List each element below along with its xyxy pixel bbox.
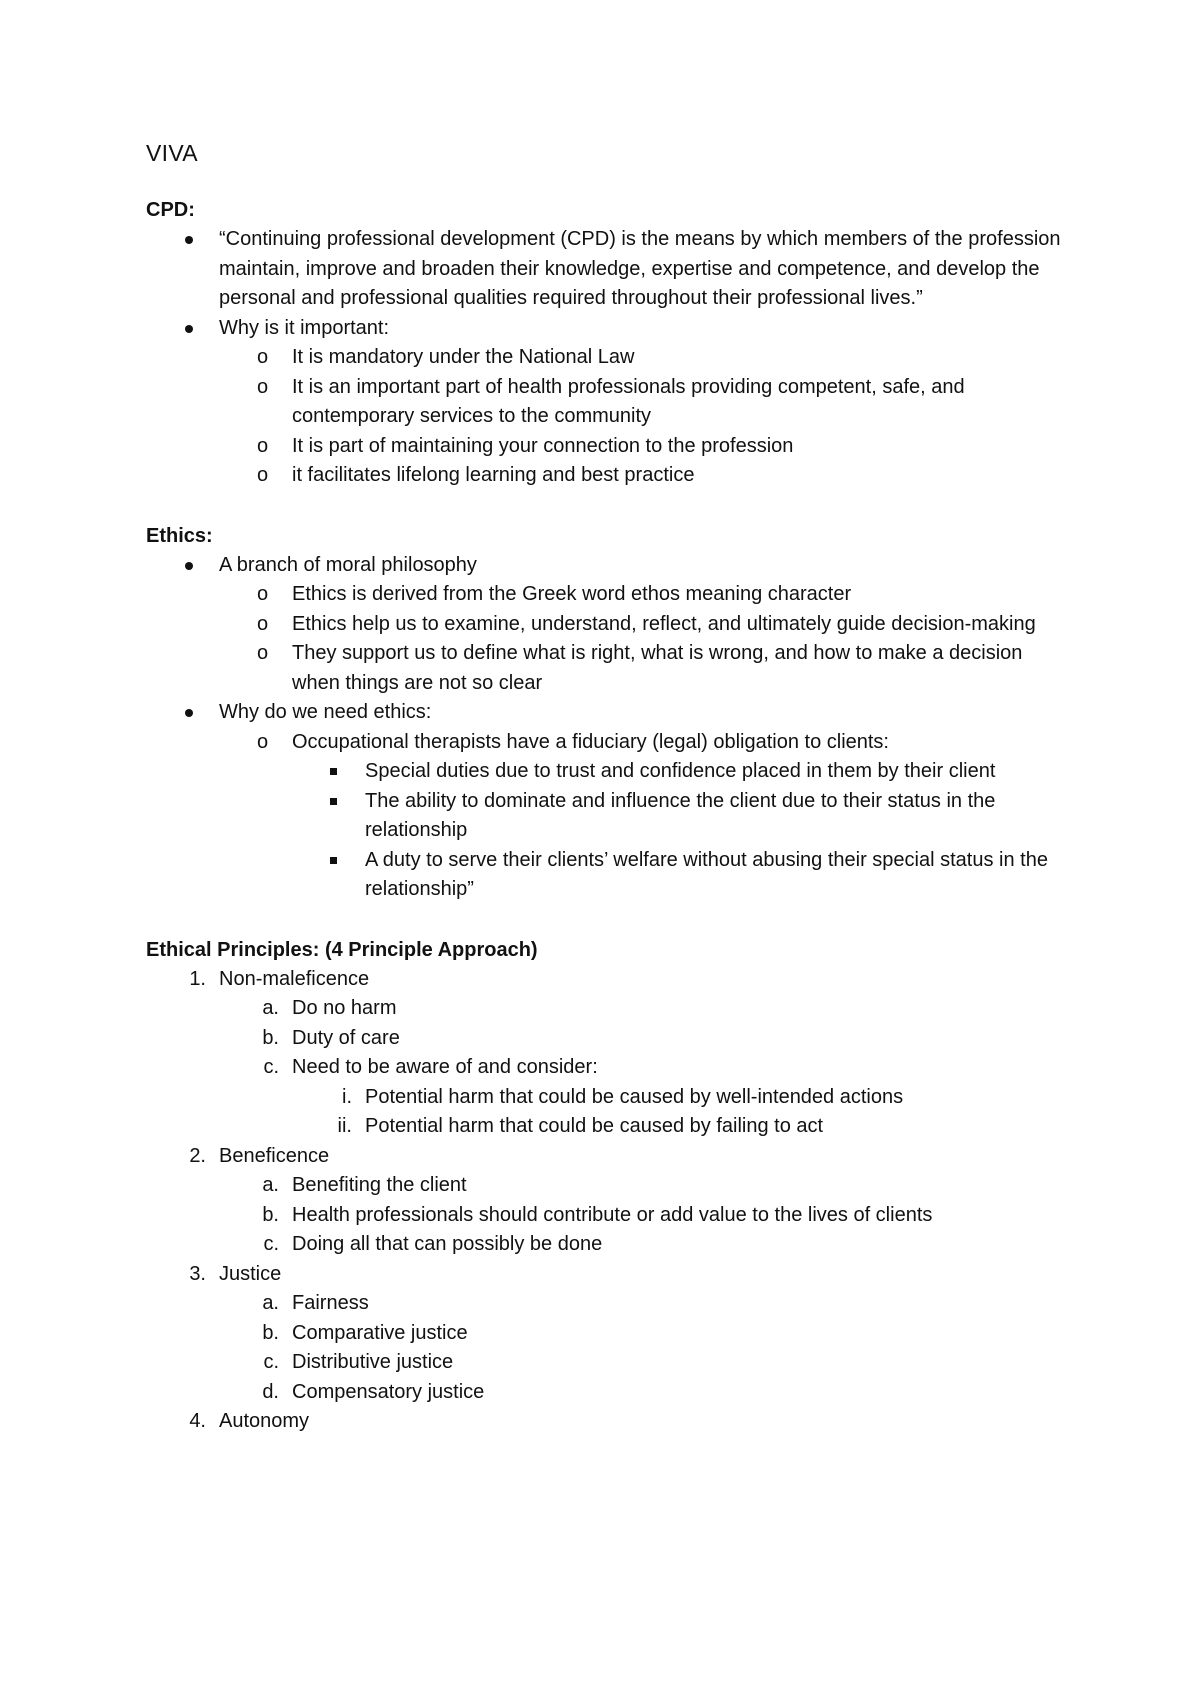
square-bullet-icon	[330, 768, 337, 775]
list-item: o It is mandatory under the National Law	[146, 343, 1066, 373]
list-item: o Ethics help us to examine, understand, reflect, and ultimately guide decision-making	[146, 610, 1066, 640]
document-title: VIVA	[146, 140, 198, 166]
list-item: A duty to serve their clients’ welfare without abusing their special status in the relationship”	[146, 846, 1066, 905]
list-item: 2. Beneficence	[189, 1144, 330, 1167]
list-item: c. Distributive justice	[263, 1351, 454, 1373]
square-bullet-icon	[330, 857, 337, 864]
list-item: c. Need to be aware of and consider:	[263, 1056, 598, 1078]
circle-bullet-icon: o	[257, 730, 269, 753]
list-item: d. Compensatory justice	[262, 1380, 485, 1403]
list-item: o Ethics is derived from the Greek word ethos meaning character	[146, 580, 1066, 610]
circle-bullet-icon: o	[257, 583, 269, 605]
square-bullet-icon	[330, 798, 337, 805]
circle-bullet-icon: o	[257, 642, 269, 664]
bullet-icon	[185, 236, 193, 244]
circle-bullet-icon: o	[257, 434, 269, 457]
list-item: ii. Potential harm that could be caused by failing to act	[337, 1115, 824, 1137]
list-item: o Occupational therapists have a fiduciary (legal) obligation to clients:	[146, 728, 1066, 758]
circle-bullet-icon: o	[257, 612, 269, 635]
list-item: o It is an important part of health professionals providing competent, safe, and contemporary services to the community	[146, 373, 1066, 432]
list-item: a. Do no harm	[262, 997, 397, 1019]
list-item: Special duties due to trust and confidence placed in them by their client	[146, 757, 1066, 787]
list-item: o it facilitates lifelong learning and best practice	[146, 461, 1066, 491]
circle-bullet-icon: o	[257, 375, 269, 398]
list-item: o They support us to define what is right, what is wrong, and how to make a decision when things are not so clear	[146, 639, 1066, 698]
list-item: b. Comparative justice	[262, 1321, 468, 1344]
principles-heading: Ethical Principles: (4 Principle Approach)	[146, 938, 538, 961]
list-item: a. Fairness	[262, 1292, 369, 1314]
list-item: Why do we need ethics:	[146, 698, 1066, 728]
bullet-icon	[185, 562, 193, 570]
cpd-heading: CPD:	[146, 199, 195, 221]
list-item: b. Duty of care	[262, 1026, 400, 1049]
ethics-heading: Ethics:	[146, 524, 213, 547]
list-item: 1. Non-maleficence	[189, 967, 370, 990]
list-item: Why is it important:	[146, 314, 1066, 344]
list-item: b. Health professionals should contribute or add value to the lives of clients	[262, 1203, 933, 1226]
list-item: 3. Justice	[189, 1262, 282, 1285]
list-item: o It is part of maintaining your connection to the profession	[146, 432, 1066, 462]
document-page	[146, 140, 1066, 1437]
list-item	[146, 225, 1066, 314]
bullet-icon	[185, 325, 193, 333]
list-item: The ability to dominate and influence the client due to their status in the relationship	[146, 787, 1066, 846]
cpd-definition: “Continuing professional development (CPD) is the means by which members of the profession maintain, improve and broaden their knowledge, expertise and competence, and develop the personal and professional qualities required throughout their professional lives.”	[219, 228, 1061, 309]
circle-bullet-icon: o	[257, 464, 269, 486]
list-item: A branch of moral philosophy	[146, 551, 1066, 581]
list-item: i. Potential harm that could be caused by well-intended actions	[342, 1085, 904, 1108]
bullet-icon	[185, 709, 193, 717]
circle-bullet-icon: o	[257, 346, 269, 368]
list-item: c. Doing all that can possibly be done	[263, 1233, 603, 1255]
list-item: 4. Autonomy	[189, 1410, 310, 1432]
list-item: a. Benefiting the client	[262, 1174, 467, 1196]
